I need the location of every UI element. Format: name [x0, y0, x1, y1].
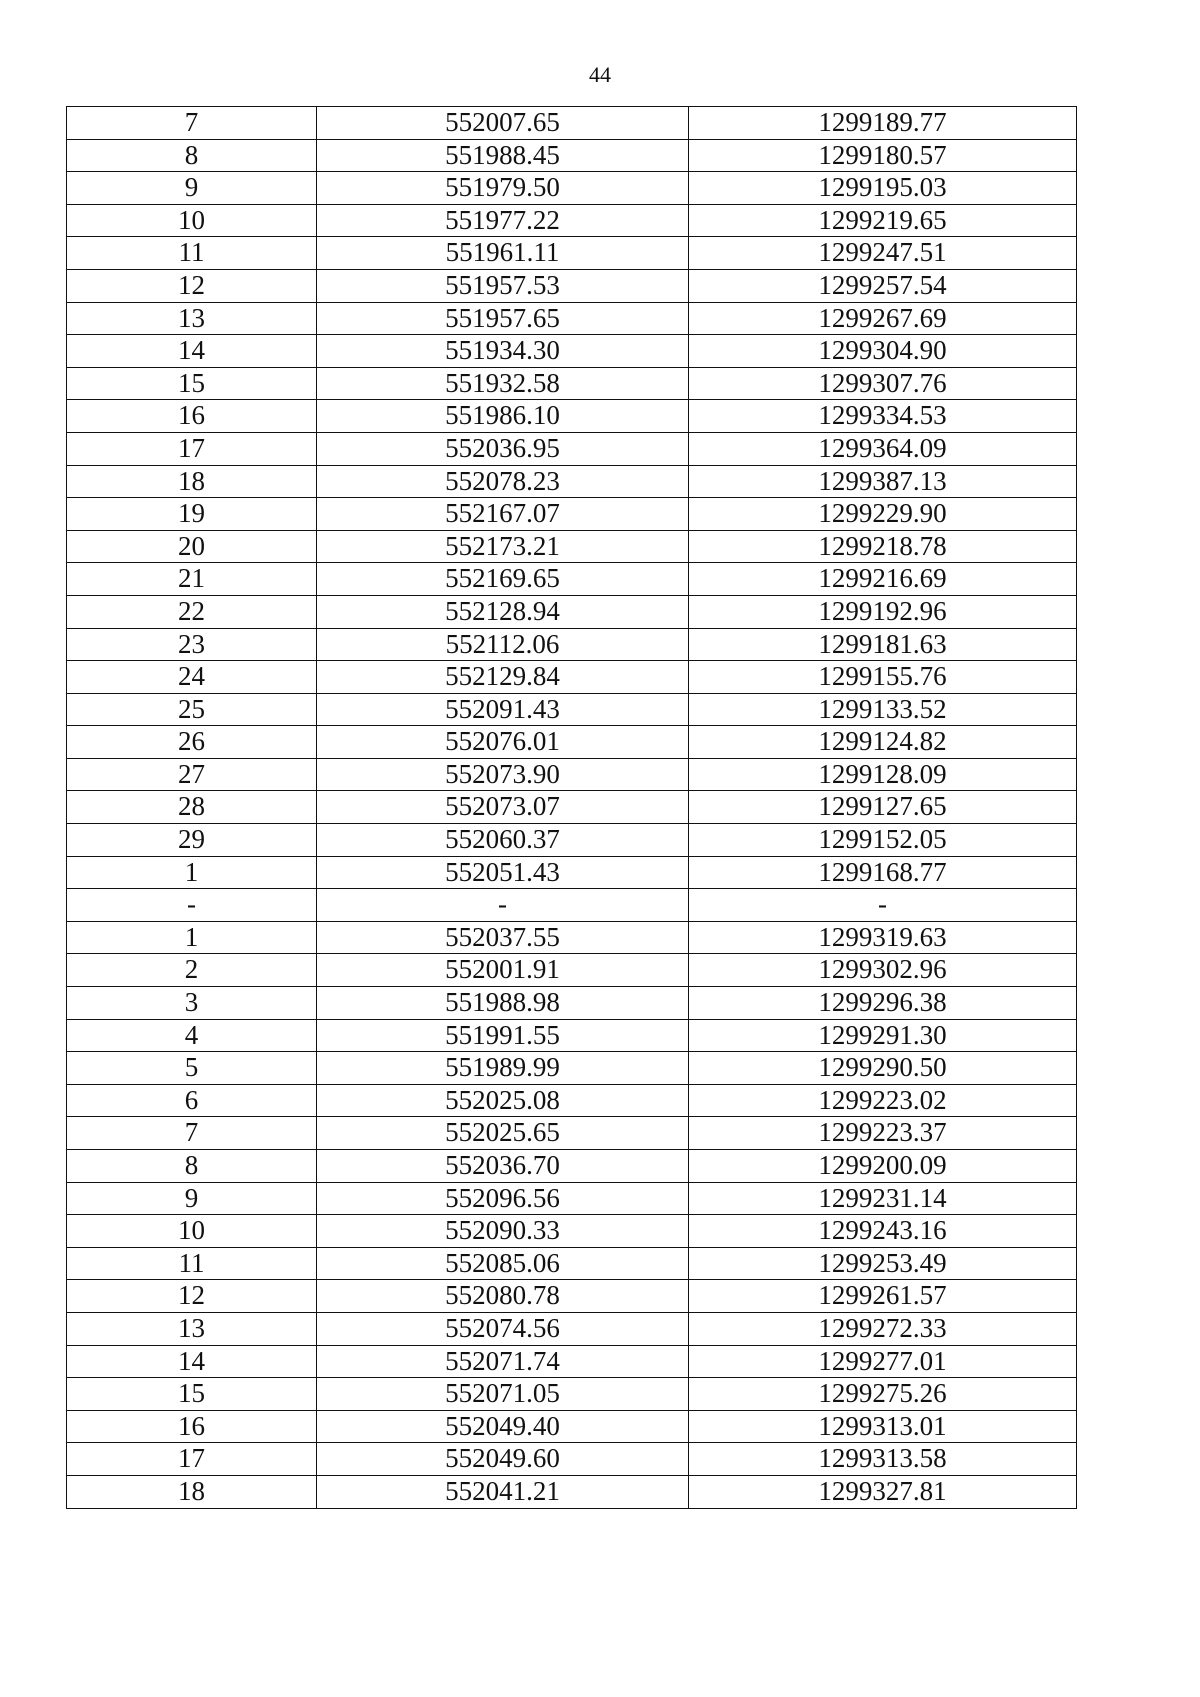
table-row: [67, 498, 1077, 531]
y-coordinate-cell: 1299127.65: [689, 791, 1077, 824]
point-number-cell: 24: [67, 661, 317, 694]
y-coordinate-cell: 1299247.51: [689, 237, 1077, 270]
x-coordinate-cell: 552169.65: [317, 563, 689, 596]
table-row: [67, 237, 1077, 270]
table-row: [67, 269, 1077, 302]
x-coordinate-cell: 552071.05: [317, 1378, 689, 1411]
point-number-cell: 8: [67, 139, 317, 172]
y-coordinate-cell: 1299291.30: [689, 1019, 1077, 1052]
point-number-cell: 26: [67, 726, 317, 759]
point-number-cell: 17: [67, 1443, 317, 1476]
point-number-cell: 10: [67, 1215, 317, 1248]
y-coordinate-cell: 1299313.01: [689, 1410, 1077, 1443]
x-coordinate-cell: 551979.50: [317, 172, 689, 205]
x-coordinate-cell: 552173.21: [317, 530, 689, 563]
x-coordinate-cell: 551989.99: [317, 1052, 689, 1085]
table-row: [67, 1247, 1077, 1280]
page-number: 44: [589, 62, 611, 87]
x-coordinate-cell: 552073.90: [317, 758, 689, 791]
table-row: [67, 1150, 1077, 1183]
coordinates-table: [66, 106, 1077, 1509]
x-coordinate-cell: 552037.55: [317, 921, 689, 954]
table-row: [67, 1182, 1077, 1215]
table-row: [67, 335, 1077, 368]
point-number-cell: 18: [67, 1475, 317, 1508]
y-coordinate-cell: 1299168.77: [689, 856, 1077, 889]
point-number-cell: 14: [67, 1345, 317, 1378]
y-coordinate-cell: 1299257.54: [689, 269, 1077, 302]
table-row: [67, 1345, 1077, 1378]
x-coordinate-cell: 552025.08: [317, 1084, 689, 1117]
x-coordinate-cell: 552129.84: [317, 661, 689, 694]
x-coordinate-cell: 551991.55: [317, 1019, 689, 1052]
point-number-cell: 18: [67, 465, 317, 498]
table-row: [67, 726, 1077, 759]
table-row: [67, 400, 1077, 433]
y-coordinate-cell: 1299152.05: [689, 824, 1077, 857]
x-coordinate-cell: 551957.53: [317, 269, 689, 302]
point-number-cell: 17: [67, 432, 317, 465]
point-number-cell: 28: [67, 791, 317, 824]
y-coordinate-cell: 1299261.57: [689, 1280, 1077, 1313]
y-coordinate-cell: 1299319.63: [689, 921, 1077, 954]
y-coordinate-cell: 1299275.26: [689, 1378, 1077, 1411]
point-number-cell: 7: [67, 1117, 317, 1150]
table-row: [67, 856, 1077, 889]
x-coordinate-cell: 551977.22: [317, 204, 689, 237]
y-coordinate-cell: 1299307.76: [689, 367, 1077, 400]
table-row: [67, 1443, 1077, 1476]
x-coordinate-cell: 551988.98: [317, 987, 689, 1020]
table-row: [67, 204, 1077, 237]
table-row: [67, 1280, 1077, 1313]
point-number-cell: 16: [67, 1410, 317, 1443]
y-coordinate-cell: 1299223.37: [689, 1117, 1077, 1150]
table-row: [67, 107, 1077, 140]
y-coordinate-cell: 1299327.81: [689, 1475, 1077, 1508]
point-number-cell: 8: [67, 1150, 317, 1183]
y-coordinate-cell: 1299124.82: [689, 726, 1077, 759]
point-number-cell: 12: [67, 1280, 317, 1313]
y-coordinate-cell: 1299387.13: [689, 465, 1077, 498]
y-coordinate-cell: -: [689, 889, 1077, 922]
x-coordinate-cell: 552060.37: [317, 824, 689, 857]
y-coordinate-cell: 1299304.90: [689, 335, 1077, 368]
point-number-cell: 27: [67, 758, 317, 791]
x-coordinate-cell: 552049.40: [317, 1410, 689, 1443]
table-row: [67, 628, 1077, 661]
y-coordinate-cell: 1299267.69: [689, 302, 1077, 335]
x-coordinate-cell: -: [317, 889, 689, 922]
point-number-cell: 2: [67, 954, 317, 987]
point-number-cell: 13: [67, 1312, 317, 1345]
x-coordinate-cell: 552036.70: [317, 1150, 689, 1183]
y-coordinate-cell: 1299231.14: [689, 1182, 1077, 1215]
point-number-cell: 25: [67, 693, 317, 726]
point-number-cell: 11: [67, 1247, 317, 1280]
point-number-cell: 22: [67, 595, 317, 628]
point-number-cell: 20: [67, 530, 317, 563]
x-coordinate-cell: 552076.01: [317, 726, 689, 759]
point-number-cell: 7: [67, 107, 317, 140]
x-coordinate-cell: 551961.11: [317, 237, 689, 270]
point-number-cell: 21: [67, 563, 317, 596]
x-coordinate-cell: 552041.21: [317, 1475, 689, 1508]
point-number-cell: 13: [67, 302, 317, 335]
table-row: [67, 302, 1077, 335]
y-coordinate-cell: 1299334.53: [689, 400, 1077, 433]
coordinates-table-body: [67, 107, 1077, 1509]
x-coordinate-cell: 551988.45: [317, 139, 689, 172]
y-coordinate-cell: 1299219.65: [689, 204, 1077, 237]
point-number-cell: 4: [67, 1019, 317, 1052]
point-number-cell: 10: [67, 204, 317, 237]
y-coordinate-cell: 1299195.03: [689, 172, 1077, 205]
point-number-cell: 19: [67, 498, 317, 531]
y-coordinate-cell: 1299216.69: [689, 563, 1077, 596]
x-coordinate-cell: 552051.43: [317, 856, 689, 889]
table-row: [67, 921, 1077, 954]
point-number-cell: 1: [67, 856, 317, 889]
x-coordinate-cell: 552128.94: [317, 595, 689, 628]
y-coordinate-cell: 1299313.58: [689, 1443, 1077, 1476]
y-coordinate-cell: 1299155.76: [689, 661, 1077, 694]
table-row: [67, 889, 1077, 922]
x-coordinate-cell: 552025.65: [317, 1117, 689, 1150]
x-coordinate-cell: 552007.65: [317, 107, 689, 140]
x-coordinate-cell: 552096.56: [317, 1182, 689, 1215]
x-coordinate-cell: 552049.60: [317, 1443, 689, 1476]
table-row: [67, 1410, 1077, 1443]
table-row: [67, 1215, 1077, 1248]
point-number-cell: 23: [67, 628, 317, 661]
x-coordinate-cell: 552085.06: [317, 1247, 689, 1280]
x-coordinate-cell: 552080.78: [317, 1280, 689, 1313]
table-row: [67, 987, 1077, 1020]
table-row: [67, 661, 1077, 694]
table-row: [67, 954, 1077, 987]
table-row: [67, 693, 1077, 726]
table-row: [67, 1475, 1077, 1508]
table-row: [67, 1084, 1077, 1117]
table-row: [67, 172, 1077, 205]
table-row: [67, 432, 1077, 465]
y-coordinate-cell: 1299223.02: [689, 1084, 1077, 1117]
table-row: [67, 1019, 1077, 1052]
point-number-cell: 3: [67, 987, 317, 1020]
table-row: [67, 824, 1077, 857]
point-number-cell: 29: [67, 824, 317, 857]
x-coordinate-cell: 551986.10: [317, 400, 689, 433]
x-coordinate-cell: 552001.91: [317, 954, 689, 987]
point-number-cell: 1: [67, 921, 317, 954]
table-row: [67, 1312, 1077, 1345]
x-coordinate-cell: 552036.95: [317, 432, 689, 465]
y-coordinate-cell: 1299243.16: [689, 1215, 1077, 1248]
y-coordinate-cell: 1299128.09: [689, 758, 1077, 791]
table-row: [67, 139, 1077, 172]
y-coordinate-cell: 1299364.09: [689, 432, 1077, 465]
point-number-cell: -: [67, 889, 317, 922]
y-coordinate-cell: 1299189.77: [689, 107, 1077, 140]
y-coordinate-cell: 1299277.01: [689, 1345, 1077, 1378]
x-coordinate-cell: 551932.58: [317, 367, 689, 400]
x-coordinate-cell: 552073.07: [317, 791, 689, 824]
y-coordinate-cell: 1299296.38: [689, 987, 1077, 1020]
y-coordinate-cell: 1299302.96: [689, 954, 1077, 987]
x-coordinate-cell: 552071.74: [317, 1345, 689, 1378]
point-number-cell: 6: [67, 1084, 317, 1117]
x-coordinate-cell: 552090.33: [317, 1215, 689, 1248]
y-coordinate-cell: 1299180.57: [689, 139, 1077, 172]
table-row: [67, 758, 1077, 791]
y-coordinate-cell: 1299181.63: [689, 628, 1077, 661]
table-row: [67, 1378, 1077, 1411]
point-number-cell: 16: [67, 400, 317, 433]
y-coordinate-cell: 1299133.52: [689, 693, 1077, 726]
table-row: [67, 791, 1077, 824]
y-coordinate-cell: 1299218.78: [689, 530, 1077, 563]
y-coordinate-cell: 1299290.50: [689, 1052, 1077, 1085]
x-coordinate-cell: 552078.23: [317, 465, 689, 498]
point-number-cell: 15: [67, 367, 317, 400]
y-coordinate-cell: 1299229.90: [689, 498, 1077, 531]
y-coordinate-cell: 1299192.96: [689, 595, 1077, 628]
table-row: [67, 530, 1077, 563]
table-row: [67, 367, 1077, 400]
point-number-cell: 14: [67, 335, 317, 368]
point-number-cell: 5: [67, 1052, 317, 1085]
x-coordinate-cell: 552091.43: [317, 693, 689, 726]
y-coordinate-cell: 1299253.49: [689, 1247, 1077, 1280]
y-coordinate-cell: 1299200.09: [689, 1150, 1077, 1183]
point-number-cell: 12: [67, 269, 317, 302]
point-number-cell: 9: [67, 172, 317, 205]
point-number-cell: 9: [67, 1182, 317, 1215]
x-coordinate-cell: 552167.07: [317, 498, 689, 531]
table-row: [67, 1117, 1077, 1150]
x-coordinate-cell: 552112.06: [317, 628, 689, 661]
table-row: [67, 465, 1077, 498]
x-coordinate-cell: 552074.56: [317, 1312, 689, 1345]
x-coordinate-cell: 551934.30: [317, 335, 689, 368]
y-coordinate-cell: 1299272.33: [689, 1312, 1077, 1345]
table-row: [67, 563, 1077, 596]
point-number-cell: 15: [67, 1378, 317, 1411]
point-number-cell: 11: [67, 237, 317, 270]
table-row: [67, 1052, 1077, 1085]
table-row: [67, 595, 1077, 628]
x-coordinate-cell: 551957.65: [317, 302, 689, 335]
